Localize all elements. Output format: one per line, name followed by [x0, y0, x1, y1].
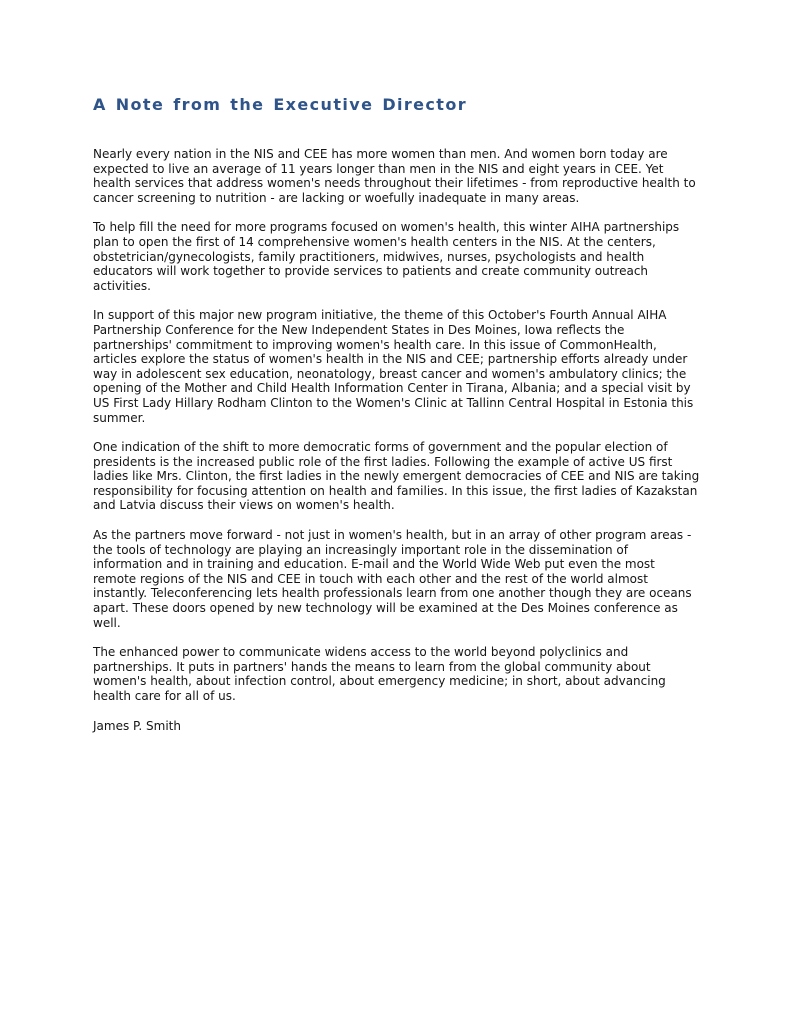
paragraph: As the partners move forward - not just in women's health, but in an array of other program areas - the tools of technology are playing an increasingly important role in the dissemination of information and in training and education. E-mail and the World Wide Web put even the most remote regions of the NIS and CEE in touch with each other and the rest of the world almost instantly. Teleconferencing lets health professionals learn from one another though they are oceans apart. These doors opened by new technology will be examined at the Des Moines conference as well.: [93, 528, 692, 630]
paragraph: To help fill the need for more programs focused on women's health, this winter AIHA partnerships plan to open the first of 14 comprehensive women's health centers in the NIS. At the centers, obstetrician/gynecologists, family practitioners, midwives, nurses, psychologists and health educators will work together to provide services to patients and create community outreach activities.: [93, 220, 680, 293]
paragraph: One indication of the shift to more democratic forms of government and the popular election of presidents is the increased public role of the first ladies. Following the example of active US first ladies like Mrs. Clinton, the first ladies in the newly emergent democracies of CEE and NIS are taking responsibility for focusing attention on health and families. In this issue, the first ladies of Kazakstan and Latvia discuss their views on women's health.: [93, 440, 700, 513]
paragraph: The enhanced power to communicate widens access to the world beyond polyclinics and partnerships. It puts in partners' hands the means to learn from the global community about women's health, about infection control, about emergency medicine; in short, about advancing health care for all of us.: [93, 645, 666, 703]
paragraph: Nearly every nation in the NIS and CEE has more women than men. And women born today are expected to live an average of 11 years longer than men in the NIS and eight years in CEE. Yet health services that address women's needs throughout their lifetimes - from reproductive health to cancer screening to nutrition - are lacking or woefully inadequate in many areas.: [93, 147, 696, 205]
page-title: A Note from the Executive Director: [93, 95, 468, 114]
paragraph: In support of this major new program initiative, the theme of this October's Fourth Annual AIHA Partnership Conference for the New Independent States in Des Moines, Iowa reflects the partnerships' commitment to improving women's health care. In this issue of CommonHealth, articles explore the status of women's health in the NIS and CEE; partnership efforts already under way in adolescent sex education, neonatology, breast cancer and women's ambulatory clinics; the opening of the Mother and Child Health Information Center in Tirana, Albania; and a special visit by US First Lady Hillary Rodham Clinton to the Women's Clinic at Tallinn Central Hospital in Estonia this summer.: [93, 308, 694, 425]
article-body: [93, 147, 701, 704]
signature: James P. Smith: [93, 718, 181, 733]
